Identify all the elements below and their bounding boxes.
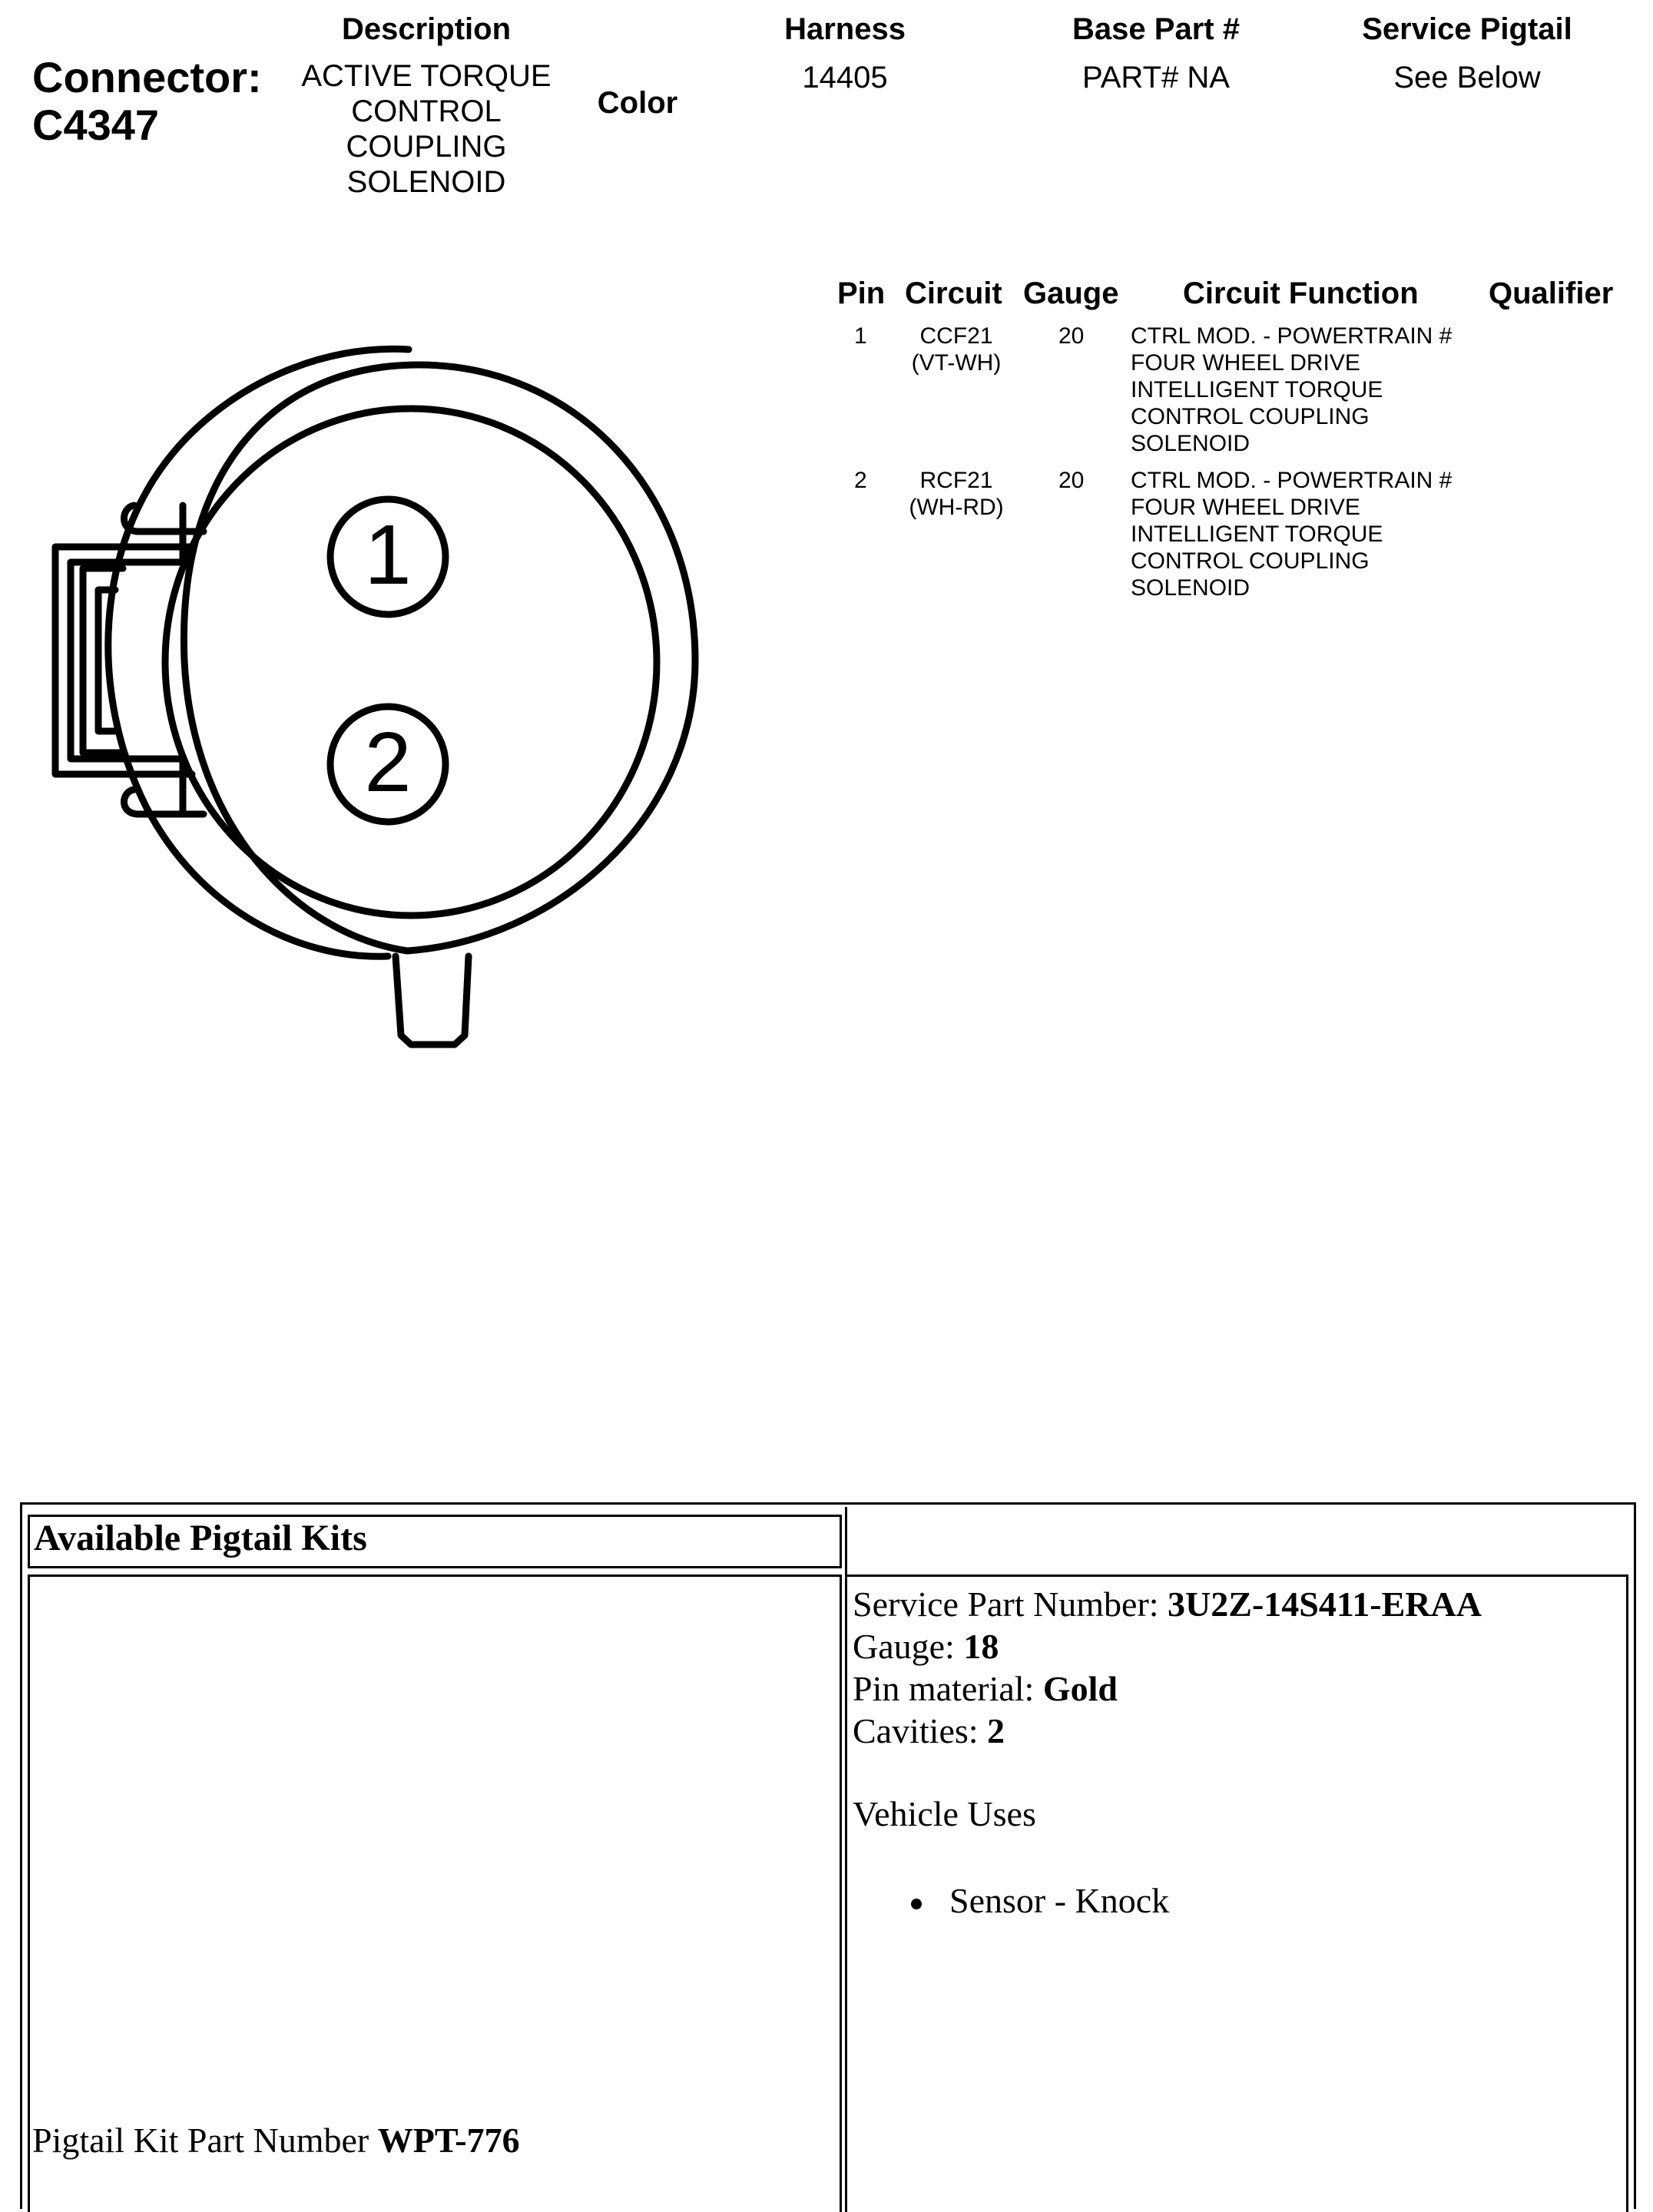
row-function xyxy=(1131,467,1452,601)
connector-label: Connector: xyxy=(32,53,262,101)
bullet-icon xyxy=(911,1899,922,1909)
pin-material-label: Pin material: xyxy=(853,1669,1043,1708)
description-header: Description xyxy=(341,12,512,46)
circuit-id: RCF21 xyxy=(919,468,993,493)
description-value xyxy=(292,58,561,200)
kit-part-value: WPT-776 xyxy=(377,2121,520,2160)
base-part-value: PART# NA xyxy=(1082,61,1230,94)
service-pigtail-header: Service Pigtail xyxy=(1362,12,1572,46)
row-pin: 1 xyxy=(854,323,867,349)
circuit-color: (VT-WH) xyxy=(911,350,1002,376)
service-part-label: Service Part Number: xyxy=(853,1584,1168,1624)
vehicle-uses-label: Vehicle Uses xyxy=(853,1794,1036,1833)
pin-material xyxy=(853,1668,1118,1710)
vehicle-use-item: Sensor - Knock xyxy=(949,1881,1170,1920)
circuit-id: CCF21 xyxy=(919,323,993,349)
service-part-value: 3U2Z-14S411-ERAA xyxy=(1168,1584,1482,1624)
pigtail-kit-part-number xyxy=(32,2120,520,2161)
cavities-value: 2 xyxy=(987,1711,1005,1750)
cavities xyxy=(853,1710,1005,1752)
description-line: SOLENOID xyxy=(346,165,506,199)
row-gauge: 20 xyxy=(1058,468,1085,493)
col-header-function: Circuit Function xyxy=(1183,276,1419,310)
harness-value: 14405 xyxy=(802,61,888,94)
gauge-label: Gauge: xyxy=(853,1627,964,1666)
color-label: Color xyxy=(597,86,678,120)
function-line: CTRL MOD. - POWERTRAIN # xyxy=(1131,468,1453,493)
function-line: FOUR WHEEL DRIVE xyxy=(1131,495,1360,520)
function-line: SOLENOID xyxy=(1131,575,1251,601)
function-line: CONTROL COUPLING xyxy=(1131,548,1370,574)
circuit-color: (WH-RD) xyxy=(909,495,1004,520)
row-circuit xyxy=(891,323,1022,376)
cavity-label-1: 1 xyxy=(364,508,412,602)
col-header-circuit: Circuit xyxy=(905,276,1002,310)
function-line: SOLENOID xyxy=(1131,431,1251,456)
function-line: INTELLIGENT TORQUE xyxy=(1131,377,1383,402)
base-part-header: Base Part # xyxy=(1072,12,1240,46)
harness-header: Harness xyxy=(784,12,906,46)
pigtail-title: Available Pigtail Kits xyxy=(34,1518,367,1558)
function-line: INTELLIGENT TORQUE xyxy=(1131,522,1383,547)
function-line: CTRL MOD. - POWERTRAIN # xyxy=(1131,323,1453,349)
row-function xyxy=(1131,323,1452,457)
col-header-pin: Pin xyxy=(837,276,886,310)
description-line: COUPLING xyxy=(346,130,507,164)
cavities-label: Cavities: xyxy=(853,1711,988,1750)
col-header-qualifier: Qualifier xyxy=(1489,276,1614,310)
locking-tab xyxy=(396,956,469,1045)
cavity-label-2: 2 xyxy=(364,715,412,810)
row-circuit xyxy=(891,467,1022,521)
pigtail-divider xyxy=(845,1507,847,1576)
function-line: FOUR WHEEL DRIVE xyxy=(1131,350,1360,376)
description-line: CONTROL xyxy=(351,94,502,128)
service-part-number xyxy=(853,1584,1482,1625)
function-line: CONTROL COUPLING xyxy=(1131,404,1370,429)
col-header-gauge: Gauge xyxy=(1023,276,1119,310)
service-pigtail-value: See Below xyxy=(1393,61,1541,94)
gauge-value: 18 xyxy=(963,1627,999,1666)
pigtail-gauge xyxy=(853,1626,999,1667)
kit-part-label: Pigtail Kit Part Number xyxy=(32,2121,378,2160)
connector-diagram xyxy=(31,330,722,1068)
row-pin: 2 xyxy=(854,468,867,493)
connector-title xyxy=(32,54,262,149)
row-gauge: 20 xyxy=(1058,323,1085,349)
pin-material-value: Gold xyxy=(1042,1669,1118,1708)
pigtail-left-cell xyxy=(28,1575,842,2212)
connector-id: C4347 xyxy=(32,101,160,149)
connector-face xyxy=(165,409,657,916)
description-line: ACTIVE TORQUE xyxy=(301,59,552,93)
